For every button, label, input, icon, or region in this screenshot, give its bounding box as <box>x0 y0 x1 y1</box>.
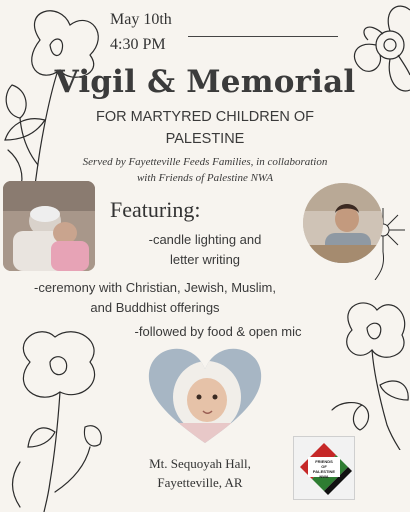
feature-item-line: -followed by food & open mic <box>134 324 302 339</box>
logo-text-line: PALESTINE <box>312 469 336 474</box>
subtitle-line-2: PALESTINE <box>165 131 245 147</box>
photo-man-hugging-child <box>3 181 95 271</box>
venue-line-2: Fayetteville, AR <box>157 475 243 490</box>
flyer-subtitle <box>0 106 410 150</box>
flyer-title: Vigil & Memorial <box>54 64 356 100</box>
organizers-line-1: Served by Fayetteville Feeds Families, in collaboration <box>82 156 328 168</box>
feature-item-line: and Buddhist offerings <box>90 300 220 315</box>
feature-item-food-open-mic <box>118 322 318 342</box>
feature-item-candle-lighting <box>130 230 280 270</box>
poppy-flower-bottom-right-icon <box>322 290 410 450</box>
organizers-line-2: with Friends of Palestine NWA <box>136 172 274 184</box>
logo-text-line: NWA <box>319 474 329 479</box>
featuring-heading: Featuring: <box>110 197 201 222</box>
event-time: 4:30 PM <box>110 36 166 53</box>
feature-item-line: letter writing <box>169 252 241 267</box>
divider-line <box>188 36 338 37</box>
logo-text-line: OF <box>321 464 327 469</box>
event-date: May 10th <box>110 11 172 28</box>
friends-of-palestine-logo <box>293 436 355 500</box>
photo-smiling-boy <box>303 183 383 263</box>
feature-item-ceremony <box>10 278 300 318</box>
logo-text <box>304 459 344 479</box>
venue-line-1: Mt. Sequoyah Hall, <box>149 456 251 471</box>
event-venue <box>125 454 275 492</box>
logo-text-line: FRIENDS <box>315 459 333 464</box>
feature-item-line: -candle lighting and <box>148 232 262 247</box>
subtitle-line-1: FOR MARTYRED CHILDREN OF <box>95 109 315 125</box>
photo-baby-heart <box>145 345 265 445</box>
poppy-flower-bottom-left-icon <box>0 322 110 512</box>
feature-item-line: -ceremony with Christian, Jewish, Muslim, <box>33 280 276 295</box>
